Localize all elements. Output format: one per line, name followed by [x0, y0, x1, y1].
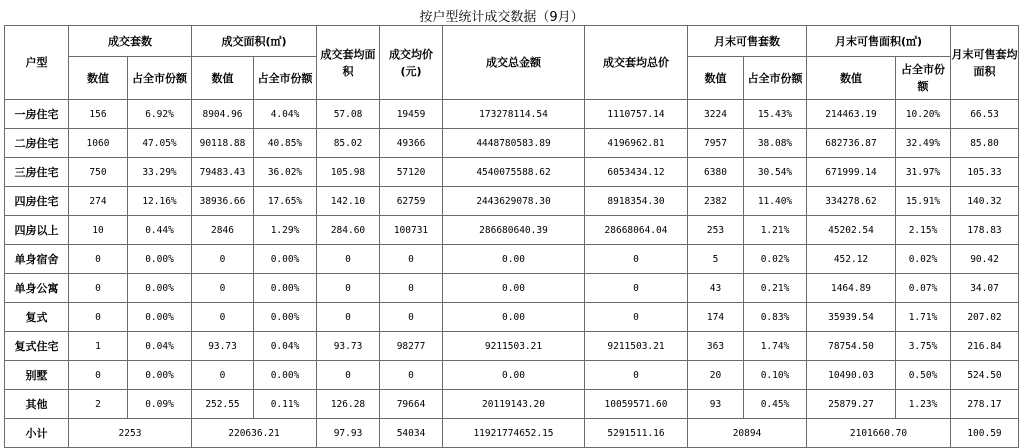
cell-avg-total: 0: [585, 303, 688, 332]
cell-deal-count: 0: [69, 303, 128, 332]
subtotal-row: [5, 419, 1019, 448]
cell-deal-area-share: 17.65%: [254, 187, 317, 216]
cell-avg-price: 0: [380, 361, 443, 390]
table-row: [5, 245, 1019, 274]
subtotal-month-end-count: 20894: [688, 419, 807, 448]
cell-avg-area: 0: [317, 245, 380, 274]
table-row: [5, 303, 1019, 332]
cell-month-end-count: 5: [688, 245, 744, 274]
cell-total-amount: 173278114.54: [443, 100, 585, 129]
cell-avg-area: 0: [317, 361, 380, 390]
header-avg-area: 成交套均面积: [317, 26, 380, 100]
cell-deal-area: 252.55: [192, 390, 254, 419]
subtotal-label: 小计: [5, 419, 69, 448]
cell-type: 单身公寓: [5, 274, 69, 303]
cell-month-end-area: 1464.89: [807, 274, 896, 303]
cell-month-end-area-share: 3.75%: [896, 332, 951, 361]
cell-avg-area: 142.10: [317, 187, 380, 216]
cell-deal-count: 0: [69, 361, 128, 390]
cell-avg-area: 105.98: [317, 158, 380, 187]
cell-total-amount: 0.00: [443, 245, 585, 274]
cell-avg-price: 0: [380, 303, 443, 332]
cell-type: 其他: [5, 390, 69, 419]
cell-type: 复式住宅: [5, 332, 69, 361]
cell-month-end-count: 2382: [688, 187, 744, 216]
cell-deal-area-share: 4.04%: [254, 100, 317, 129]
cell-type: 三房住宅: [5, 158, 69, 187]
cell-avg-price: 62759: [380, 187, 443, 216]
cell-month-end-area-share: 0.07%: [896, 274, 951, 303]
cell-deal-count-share: 0.00%: [128, 245, 192, 274]
header-month-end-avg-area: 月末可售套均面积: [951, 26, 1019, 100]
cell-deal-area: 2846: [192, 216, 254, 245]
cell-avg-total: 6053434.12: [585, 158, 688, 187]
cell-deal-count: 156: [69, 100, 128, 129]
cell-month-end-avg-area: 90.42: [951, 245, 1019, 274]
cell-avg-area: 57.08: [317, 100, 380, 129]
cell-month-end-count-share: 0.45%: [744, 390, 807, 419]
cell-deal-area-share: 1.29%: [254, 216, 317, 245]
subtotal-avg-price: 54034: [380, 419, 443, 448]
cell-total-amount: 20119143.20: [443, 390, 585, 419]
cell-deal-area: 0: [192, 361, 254, 390]
cell-month-end-count: 3224: [688, 100, 744, 129]
cell-month-end-avg-area: 178.83: [951, 216, 1019, 245]
subtotal-month-end-avg-area: 100.59: [951, 419, 1019, 448]
cell-total-amount: 286680640.39: [443, 216, 585, 245]
cell-type: 二房住宅: [5, 129, 69, 158]
cell-deal-count: 1: [69, 332, 128, 361]
deal-stats-table: [4, 25, 1019, 448]
cell-avg-total: 0: [585, 245, 688, 274]
cell-avg-area: 93.73: [317, 332, 380, 361]
cell-month-end-count-share: 1.74%: [744, 332, 807, 361]
cell-month-end-area: 10490.03: [807, 361, 896, 390]
cell-avg-price: 49366: [380, 129, 443, 158]
cell-month-end-avg-area: 207.02: [951, 303, 1019, 332]
header-value: 数值: [192, 57, 254, 100]
cell-deal-count-share: 0.00%: [128, 361, 192, 390]
cell-month-end-count: 20: [688, 361, 744, 390]
header-avg-total: 成交套均总价: [585, 26, 688, 100]
cell-avg-total: 9211503.21: [585, 332, 688, 361]
subtotal-total-amount: 11921774652.15: [443, 419, 585, 448]
cell-deal-count-share: 0.44%: [128, 216, 192, 245]
cell-total-amount: 4448780583.89: [443, 129, 585, 158]
cell-deal-count: 274: [69, 187, 128, 216]
table-row: [5, 361, 1019, 390]
cell-month-end-area-share: 2.15%: [896, 216, 951, 245]
cell-avg-price: 57120: [380, 158, 443, 187]
cell-deal-count-share: 0.04%: [128, 332, 192, 361]
cell-month-end-area: 78754.50: [807, 332, 896, 361]
cell-type: 四房以上: [5, 216, 69, 245]
cell-month-end-avg-area: 85.80: [951, 129, 1019, 158]
table-body: [5, 100, 1019, 419]
cell-month-end-area: 671999.14: [807, 158, 896, 187]
cell-total-amount: 9211503.21: [443, 332, 585, 361]
cell-month-end-count-share: 0.10%: [744, 361, 807, 390]
cell-avg-total: 28668064.04: [585, 216, 688, 245]
cell-month-end-area: 45202.54: [807, 216, 896, 245]
cell-avg-area: 284.60: [317, 216, 380, 245]
cell-month-end-area: 682736.87: [807, 129, 896, 158]
cell-deal-area: 90118.88: [192, 129, 254, 158]
cell-total-amount: 0.00: [443, 303, 585, 332]
table-row: [5, 390, 1019, 419]
cell-month-end-area: 214463.19: [807, 100, 896, 129]
cell-avg-price: 0: [380, 274, 443, 303]
header-share: 占全市份额: [254, 57, 317, 100]
header-share: 占全市份额: [744, 57, 807, 100]
cell-avg-total: 8918354.30: [585, 187, 688, 216]
cell-avg-total: 10059571.60: [585, 390, 688, 419]
cell-avg-total: 0: [585, 274, 688, 303]
cell-month-end-area: 25879.27: [807, 390, 896, 419]
header-month-end-area: 月末可售面积(㎡): [807, 26, 951, 57]
cell-month-end-avg-area: 524.50: [951, 361, 1019, 390]
table-row: [5, 274, 1019, 303]
cell-avg-area: 0: [317, 274, 380, 303]
cell-month-end-area-share: 0.50%: [896, 361, 951, 390]
header-row-top: [5, 26, 1019, 57]
cell-month-end-area: 452.12: [807, 245, 896, 274]
cell-deal-count: 0: [69, 245, 128, 274]
cell-month-end-count: 6380: [688, 158, 744, 187]
cell-month-end-count-share: 0.83%: [744, 303, 807, 332]
cell-total-amount: 0.00: [443, 274, 585, 303]
cell-deal-area-share: 36.02%: [254, 158, 317, 187]
cell-avg-area: 126.28: [317, 390, 380, 419]
cell-month-end-count-share: 30.54%: [744, 158, 807, 187]
cell-type: 四房住宅: [5, 187, 69, 216]
cell-month-end-count: 43: [688, 274, 744, 303]
cell-deal-area: 8904.96: [192, 100, 254, 129]
cell-avg-total: 4196962.81: [585, 129, 688, 158]
cell-deal-count: 750: [69, 158, 128, 187]
cell-deal-area-share: 0.04%: [254, 332, 317, 361]
cell-month-end-count-share: 15.43%: [744, 100, 807, 129]
cell-month-end-area: 334278.62: [807, 187, 896, 216]
cell-month-end-count: 174: [688, 303, 744, 332]
cell-deal-area-share: 0.00%: [254, 303, 317, 332]
cell-month-end-area-share: 1.23%: [896, 390, 951, 419]
cell-deal-area: 0: [192, 303, 254, 332]
header-deal-area: 成交面积(㎡): [192, 26, 317, 57]
cell-deal-count: 0: [69, 274, 128, 303]
cell-deal-area-share: 0.00%: [254, 361, 317, 390]
cell-type: 单身宿舍: [5, 245, 69, 274]
cell-avg-price: 0: [380, 245, 443, 274]
cell-month-end-avg-area: 105.33: [951, 158, 1019, 187]
cell-deal-count-share: 0.09%: [128, 390, 192, 419]
cell-deal-count-share: 0.00%: [128, 274, 192, 303]
cell-avg-area: 0: [317, 303, 380, 332]
cell-type: 别墅: [5, 361, 69, 390]
subtotal-avg-total: 5291511.16: [585, 419, 688, 448]
cell-deal-area: 93.73: [192, 332, 254, 361]
cell-month-end-avg-area: 66.53: [951, 100, 1019, 129]
page-title: 按户型统计成交数据（9月）: [419, 10, 584, 25]
cell-month-end-count-share: 0.02%: [744, 245, 807, 274]
cell-month-end-count-share: 1.21%: [744, 216, 807, 245]
cell-avg-price: 19459: [380, 100, 443, 129]
cell-deal-area-share: 0.00%: [254, 274, 317, 303]
cell-type: 复式: [5, 303, 69, 332]
subtotal-deal-count: 2253: [69, 419, 192, 448]
cell-deal-area: 0: [192, 245, 254, 274]
table-row: [5, 216, 1019, 245]
cell-deal-count-share: 33.29%: [128, 158, 192, 187]
cell-month-end-count-share: 38.08%: [744, 129, 807, 158]
cell-deal-area-share: 40.85%: [254, 129, 317, 158]
table-row: [5, 158, 1019, 187]
header-type: 户型: [5, 26, 69, 100]
cell-month-end-area-share: 0.02%: [896, 245, 951, 274]
subtotal-avg-area: 97.93: [317, 419, 380, 448]
cell-deal-area: 79483.43: [192, 158, 254, 187]
cell-avg-area: 85.02: [317, 129, 380, 158]
cell-month-end-count-share: 0.21%: [744, 274, 807, 303]
cell-total-amount: 0.00: [443, 361, 585, 390]
header-share: 占全市份额: [128, 57, 192, 100]
cell-type: 一房住宅: [5, 100, 69, 129]
table-row: [5, 129, 1019, 158]
header-avg-price: 成交均价(元): [380, 26, 443, 100]
cell-total-amount: 2443629078.30: [443, 187, 585, 216]
cell-deal-area: 0: [192, 274, 254, 303]
cell-deal-area-share: 0.11%: [254, 390, 317, 419]
cell-month-end-avg-area: 278.17: [951, 390, 1019, 419]
cell-month-end-count: 93: [688, 390, 744, 419]
subtotal-deal-area: 220636.21: [192, 419, 317, 448]
cell-deal-area: 38936.66: [192, 187, 254, 216]
cell-month-end-area-share: 1.71%: [896, 303, 951, 332]
header-total-amount: 成交总金额: [443, 26, 585, 100]
cell-month-end-area-share: 32.49%: [896, 129, 951, 158]
cell-month-end-count: 7957: [688, 129, 744, 158]
cell-month-end-area: 35939.54: [807, 303, 896, 332]
cell-deal-count-share: 47.05%: [128, 129, 192, 158]
table-row: [5, 332, 1019, 361]
subtotal-month-end-area: 2101660.70: [807, 419, 951, 448]
cell-avg-price: 98277: [380, 332, 443, 361]
table-row: [5, 100, 1019, 129]
cell-month-end-avg-area: 216.84: [951, 332, 1019, 361]
cell-month-end-count-share: 11.40%: [744, 187, 807, 216]
cell-avg-total: 1110757.14: [585, 100, 688, 129]
header-month-end-count: 月末可售套数: [688, 26, 807, 57]
cell-month-end-avg-area: 34.07: [951, 274, 1019, 303]
cell-month-end-area-share: 15.91%: [896, 187, 951, 216]
cell-deal-count-share: 0.00%: [128, 303, 192, 332]
header-deal-count: 成交套数: [69, 26, 192, 57]
cell-deal-count: 1060: [69, 129, 128, 158]
cell-deal-count-share: 6.92%: [128, 100, 192, 129]
table-row: [5, 187, 1019, 216]
cell-deal-count: 10: [69, 216, 128, 245]
cell-month-end-area-share: 10.20%: [896, 100, 951, 129]
header-value: 数值: [688, 57, 744, 100]
header-value: 数值: [807, 57, 896, 100]
cell-avg-price: 100731: [380, 216, 443, 245]
cell-deal-area-share: 0.00%: [254, 245, 317, 274]
cell-month-end-area-share: 31.97%: [896, 158, 951, 187]
cell-month-end-count: 363: [688, 332, 744, 361]
cell-deal-count: 2: [69, 390, 128, 419]
cell-deal-count-share: 12.16%: [128, 187, 192, 216]
cell-month-end-count: 253: [688, 216, 744, 245]
header-share: 占全市份额: [896, 57, 951, 100]
cell-avg-price: 79664: [380, 390, 443, 419]
cell-total-amount: 4540075588.62: [443, 158, 585, 187]
cell-avg-total: 0: [585, 361, 688, 390]
header-value: 数值: [69, 57, 128, 100]
cell-month-end-avg-area: 140.32: [951, 187, 1019, 216]
